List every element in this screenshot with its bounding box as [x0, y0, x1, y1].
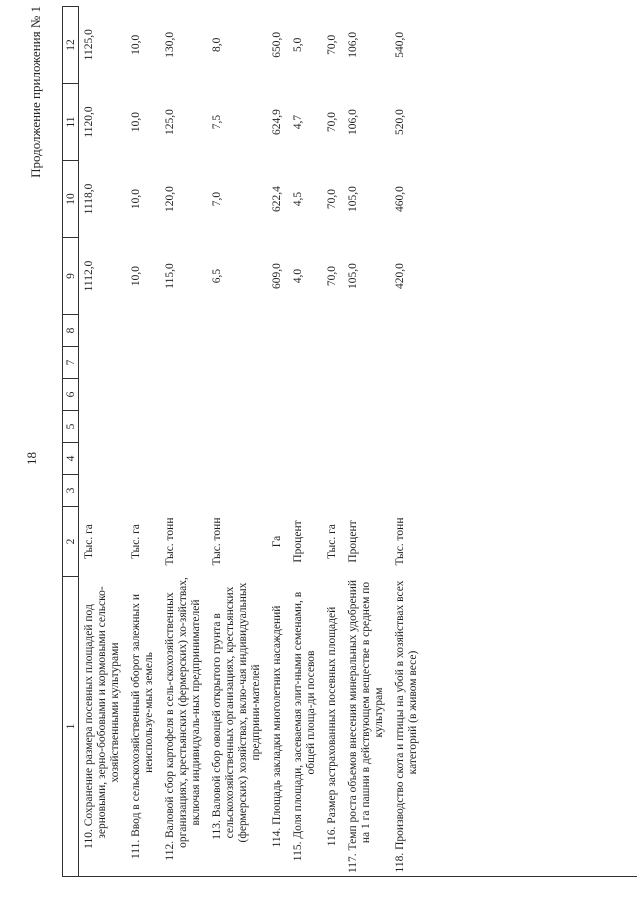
table-left-rule — [62, 876, 637, 877]
col-header-9: 9 — [63, 238, 79, 315]
value-col11: 70,0 — [326, 111, 338, 133]
value-col10: 460,0 — [394, 186, 406, 212]
value-col9: 6,5 — [211, 268, 223, 284]
unit-cell: Тыс. тонн — [394, 517, 406, 566]
value-col12: 106,0 — [347, 31, 359, 58]
indicator-name: 116. Размер застрахованных посевных площадей — [326, 606, 338, 847]
table-row — [126, 7, 160, 877]
indicator-table — [62, 6, 424, 877]
header-row — [63, 7, 79, 877]
value-col9: 420,0 — [394, 263, 406, 289]
table-row — [79, 7, 127, 877]
table-row — [288, 7, 322, 877]
unit-cell: Процент — [347, 520, 359, 563]
value-col11: 106,0 — [347, 109, 359, 135]
indicator-name: 113. Валовой сбор овощей открытого грунта в сельскохозяйственных организациях, крестьянских (фермерских) хозяйствах, вклю-чая индивидуальных предприни-мателей — [211, 582, 262, 843]
indicator-name: 112. Валовой сбор картофеля в сель-скохозяйственных организациях, крестьянских (фермерских) хо-зяйствах, включая индивидуаль-ных предпринимателей — [164, 577, 202, 861]
value-col11: 4,7 — [292, 114, 304, 130]
table-row — [322, 7, 343, 877]
value-col10: 622,4 — [271, 186, 283, 212]
col-header-4: 4 — [63, 443, 79, 475]
col-header-5: 5 — [63, 411, 79, 443]
table-row — [160, 7, 207, 877]
value-col11: 624,9 — [271, 109, 283, 135]
value-col10: 105,0 — [347, 186, 359, 212]
unit-cell: Тыс. тонн — [211, 517, 223, 566]
value-col12: 8,0 — [211, 37, 223, 52]
value-col9: 10,0 — [130, 265, 142, 287]
col-header-6: 6 — [63, 379, 79, 411]
value-col10: 10,0 — [130, 188, 142, 210]
value-col11: 125,0 — [164, 109, 176, 135]
value-col12: 130,0 — [164, 31, 176, 58]
unit-cell: Тыс. га — [83, 524, 95, 559]
table-row — [343, 7, 390, 877]
value-col12: 5,0 — [292, 37, 304, 52]
value-col11: 520,0 — [394, 109, 406, 135]
indicator-name: 111. Ввод в сельскохозяйственный оборот залежных и неиспользуе-мых земель — [130, 593, 155, 860]
table-row — [207, 7, 267, 877]
col-header-11: 11 — [63, 84, 79, 161]
unit-cell: Га — [271, 535, 283, 548]
value-col9: 105,0 — [347, 263, 359, 289]
value-col12: 650,0 — [271, 31, 283, 58]
value-col10: 7,0 — [211, 191, 223, 207]
value-col9: 1112,0 — [83, 260, 95, 292]
indicator-name: 118. Производство скота и птицы на убой в хозяйствах всех категорий (в живом весе) — [394, 580, 419, 873]
value-col10: 4,5 — [292, 191, 304, 207]
indicator-name: 114. Площадь закладки многолетних насаждений — [271, 605, 283, 848]
col-header-12: 12 — [63, 7, 79, 84]
value-col9: 4,0 — [292, 268, 304, 284]
col-header-7: 7 — [63, 347, 79, 379]
value-col11: 7,5 — [211, 114, 223, 130]
page-number: 18 — [24, 452, 39, 465]
value-col10: 1118,0 — [83, 183, 95, 215]
unit-cell: Процент — [292, 520, 304, 563]
value-col11: 10,0 — [130, 111, 142, 133]
unit-cell: Тыс. га — [130, 524, 142, 559]
value-col11: 1120,0 — [83, 106, 95, 138]
table-row — [267, 7, 288, 877]
value-col12: 540,0 — [394, 31, 406, 58]
col-header-2: 2 — [63, 507, 79, 577]
value-col12: 1125,0 — [83, 29, 95, 61]
value-col10: 120,0 — [164, 186, 176, 212]
indicator-name: 117. Темп роста объемов внесения минеральных удобрений на 1 га пашни в действующем веществе в среднем по культурам — [347, 579, 385, 874]
value-col12: 70,0 — [326, 34, 338, 55]
col-header-8: 8 — [63, 315, 79, 347]
value-col9: 70,0 — [326, 265, 338, 287]
col-header-3: 3 — [63, 475, 79, 507]
indicator-name: 115. Доля площади, засеваемая элит-ными семенами, в общей площа-ди посевов — [292, 591, 317, 862]
table-row — [390, 7, 424, 877]
value-col9: 115,0 — [164, 263, 176, 289]
value-col12: 10,0 — [130, 34, 142, 55]
value-col9: 609,0 — [271, 263, 283, 289]
value-col10: 70,0 — [326, 188, 338, 210]
col-header-10: 10 — [63, 161, 79, 238]
unit-cell: Тыс. га — [326, 524, 338, 559]
unit-cell: Тыс. тонн — [164, 517, 176, 566]
indicator-name: 110. Сохранение размера посевных площадей под зерновыми, зерно-бобовыми и кормовыми сельско-хозяйственными культурами — [83, 586, 121, 849]
col-header-1: 1 — [63, 577, 79, 877]
appendix-title: Продолжение приложения № 1 — [28, 6, 43, 178]
